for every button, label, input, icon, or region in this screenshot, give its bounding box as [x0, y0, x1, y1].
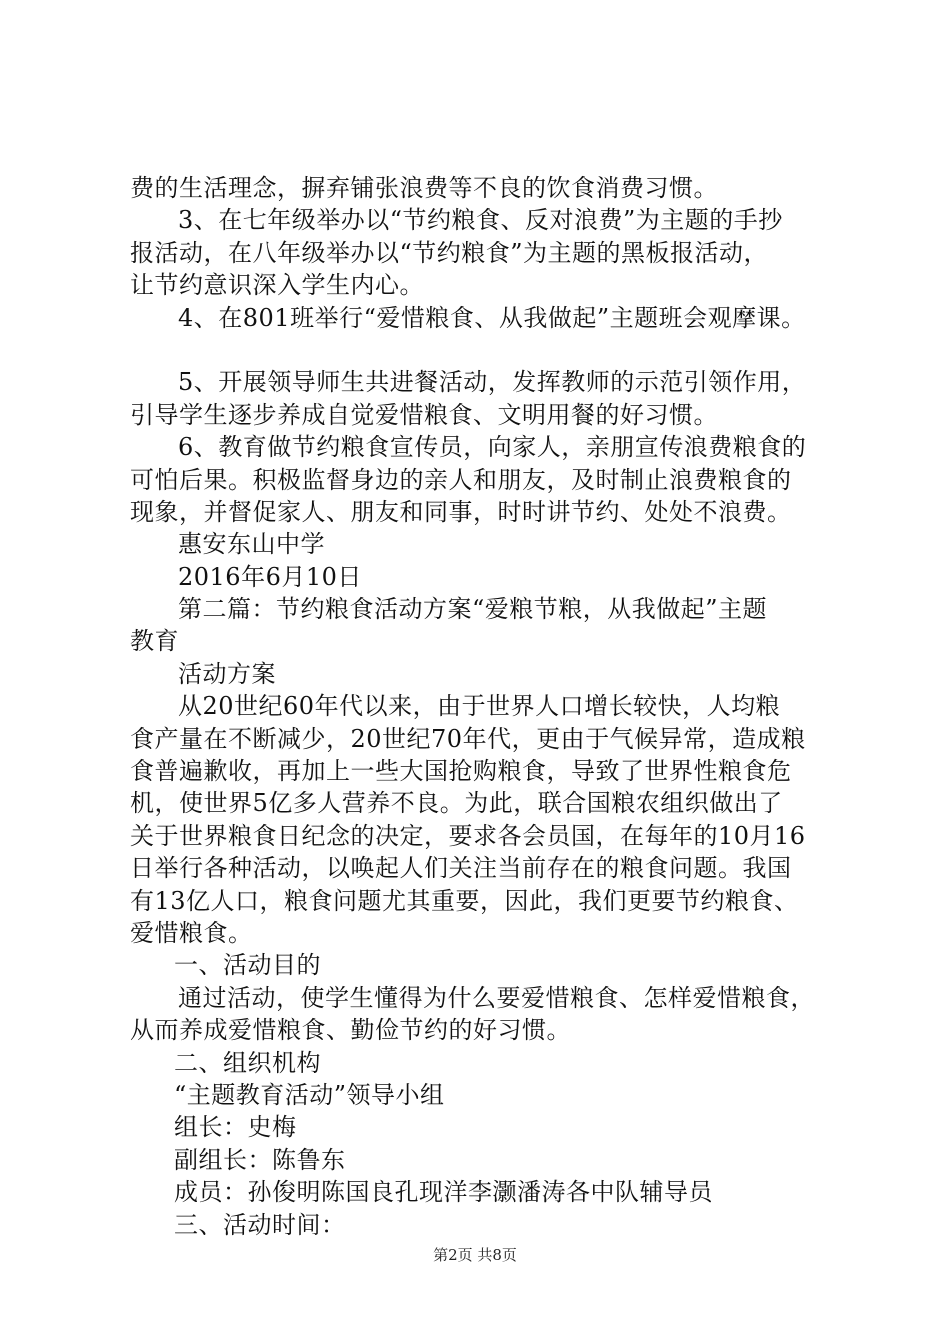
text-line: 通过活动，使学生懂得为什么要爱惜粮食、怎样爱惜粮食，: [178, 983, 815, 1012]
text-line: 现象，并督促家人、朋友和同事，时时讲节约、处处不浪费。: [130, 497, 792, 526]
text-line: 从而养成爱惜粮食、勤俭节约的好习惯。: [130, 1016, 571, 1045]
text-line: 食产量在不断减少，20世纪70年代，更由于气候异常，造成粮: [130, 724, 806, 753]
text-line: 副组长：陈鲁东: [174, 1145, 346, 1174]
text-line: 组长：史梅: [174, 1113, 297, 1142]
text-line: 费的生活理念，摒弃铺张浪费等不良的饮食消费习惯。: [130, 174, 718, 202]
text-line: 食普遍歉收，再加上一些大国抢购粮食，导致了世界性粮食危: [130, 757, 792, 786]
section-heading: 三、活动时间：: [174, 1210, 346, 1239]
school-signature: 惠安东山中学: [178, 530, 325, 559]
blank-line: [130, 334, 842, 366]
text-line: 可怕后果。积极监督身边的亲人和朋友，及时制止浪费粮食的: [130, 465, 792, 494]
text-line: 3、在七年级举办以“节约粮食、反对浪费”为主题的手抄: [178, 206, 783, 235]
page-number-footer: 第2页 共8页: [433, 1246, 517, 1264]
section-heading: 一、活动目的: [174, 951, 321, 980]
text-line: 引导学生逐步养成自觉爱惜粮食、文明用餐的好习惯。: [130, 400, 718, 429]
text-line: 让节约意识深入学生内心。: [130, 271, 424, 300]
text-line: 日举行各种活动，以唤起人们关注当前存在的粮食问题。我国: [130, 854, 792, 883]
text-line: 爱惜粮食。: [130, 918, 253, 947]
text-line: 从20世纪60年代以来，由于世界人口增长较快，人均粮: [178, 692, 781, 721]
text-line: 6、教育做节约粮食宣传员，向家人，亲朋宣传浪费粮食的: [178, 433, 807, 462]
section-heading: 第二篇：节约粮食活动方案“爱粮节粮，从我做起”主题: [178, 595, 768, 624]
text-line: 机，使世界5亿多人营养不良。为此，联合国粮农组织做出了: [130, 789, 783, 818]
text-line: 成员：孙俊明陈国良孔现洋李灏潘涛各中队辅导员: [174, 1178, 713, 1207]
text-line: 有13亿人口，粮食问题尤其重要，因此，我们更要节约粮食、: [130, 886, 799, 915]
text-line: 报活动，在八年级举办以“节约粮食”为主题的黑板报活动，: [130, 238, 769, 267]
document-body: [130, 172, 842, 1241]
section-subheading: 活动方案: [178, 659, 276, 688]
signature-date: 2016年6月10日: [178, 562, 362, 591]
section-heading: 二、组织机构: [174, 1048, 321, 1077]
text-line: “主题教育活动”领导小组: [174, 1080, 445, 1109]
text-line: 4、在801班举行“爱惜粮食、从我做起”主题班会观摩课。: [178, 303, 806, 332]
section-heading-continued: 教育: [130, 627, 179, 656]
text-line: 关于世界粮食日纪念的决定，要求各会员国，在每年的10月16: [130, 821, 806, 850]
text-line: 5、开展领导师生共进餐活动，发挥教师的示范引领作用，: [178, 368, 807, 397]
